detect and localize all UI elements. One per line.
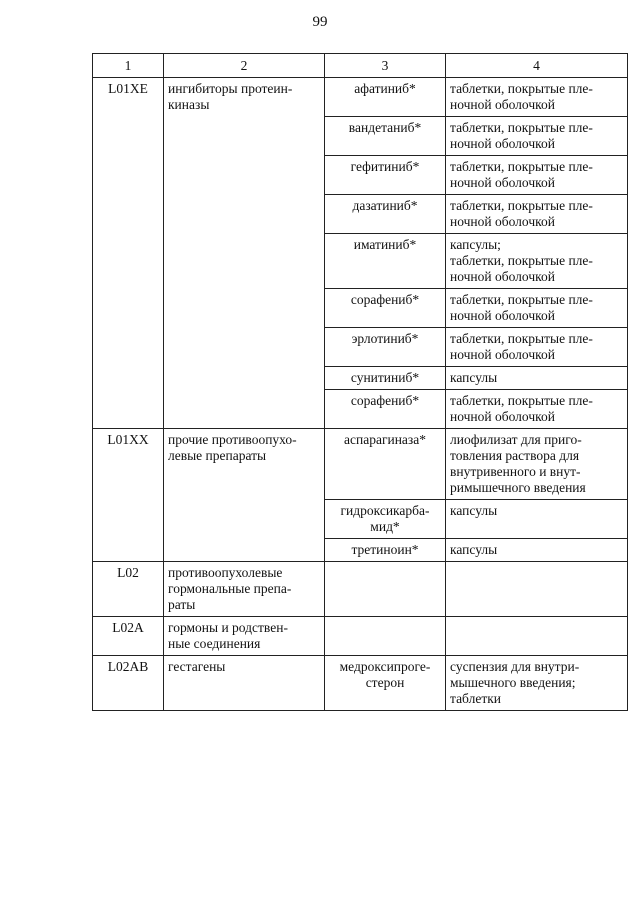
dosage-form-cell: капсулы xyxy=(446,500,628,539)
drug-name-cell: третиноин* xyxy=(325,539,446,562)
table-body xyxy=(93,78,628,711)
group-name-cell: прочие противоопухо- левые препараты xyxy=(164,429,325,562)
table-row xyxy=(93,78,628,117)
dosage-form-cell: таблетки, покрытые пле- ночной оболочкой xyxy=(446,117,628,156)
drug-name-cell: сорафениб* xyxy=(325,289,446,328)
drug-name-cell: вандетаниб* xyxy=(325,117,446,156)
drug-name-cell: афатиниб* xyxy=(325,78,446,117)
drug-name-cell: гефитиниб* xyxy=(325,156,446,195)
table-row xyxy=(93,429,628,500)
drug-name-cell: иматиниб* xyxy=(325,234,446,289)
header-row xyxy=(93,54,628,78)
group-name-cell: гормоны и родствен- ные соединения xyxy=(164,617,325,656)
drug-name-cell: дазатиниб* xyxy=(325,195,446,234)
dosage-form-cell: таблетки, покрытые пле- ночной оболочкой xyxy=(446,156,628,195)
dosage-form-cell: таблетки, покрытые пле- ночной оболочкой xyxy=(446,78,628,117)
drug-name-cell: сорафениб* xyxy=(325,390,446,429)
dosage-form-cell: таблетки, покрытые пле- ночной оболочкой xyxy=(446,390,628,429)
dosage-form-cell: таблетки, покрытые пле- ночной оболочкой xyxy=(446,328,628,367)
column-header-2: 2 xyxy=(164,54,325,78)
drug-name-cell: сунитиниб* xyxy=(325,367,446,390)
group-name-cell: ингибиторы протеин- киназы xyxy=(164,78,325,429)
table-row xyxy=(93,656,628,711)
drug-name-cell: гидроксикарба- мид* xyxy=(325,500,446,539)
drug-table xyxy=(92,53,628,711)
dosage-form-cell: капсулы xyxy=(446,367,628,390)
atc-code-cell: L02AB xyxy=(93,656,164,711)
dosage-form-cell: таблетки, покрытые пле- ночной оболочкой xyxy=(446,289,628,328)
drug-name-cell xyxy=(325,562,446,617)
drug-name-cell: медроксипроге- стерон xyxy=(325,656,446,711)
dosage-form-cell: таблетки, покрытые пле- ночной оболочкой xyxy=(446,195,628,234)
drug-name-cell: аспарагиназа* xyxy=(325,429,446,500)
dosage-form-cell: капсулы; таблетки, покрытые пле- ночной оболочкой xyxy=(446,234,628,289)
column-header-4: 4 xyxy=(446,54,628,78)
column-header-3: 3 xyxy=(325,54,446,78)
drug-name-cell xyxy=(325,617,446,656)
dosage-form-cell xyxy=(446,562,628,617)
atc-code-cell: L02A xyxy=(93,617,164,656)
column-header-1: 1 xyxy=(93,54,164,78)
atc-code-cell: L01XX xyxy=(93,429,164,562)
dosage-form-cell xyxy=(446,617,628,656)
dosage-form-cell: капсулы xyxy=(446,539,628,562)
dosage-form-cell: лиофилизат для приго- товления раствора для внутривенного и внут- римышечного введения xyxy=(446,429,628,500)
table-row xyxy=(93,617,628,656)
drug-name-cell: эрлотиниб* xyxy=(325,328,446,367)
atc-code-cell: L02 xyxy=(93,562,164,617)
page-number: 99 xyxy=(312,14,328,30)
group-name-cell: гестагены xyxy=(164,656,325,711)
atc-code-cell: L01XE xyxy=(93,78,164,429)
group-name-cell: противоопухолевые гормональные препа- раты xyxy=(164,562,325,617)
dosage-form-cell: суспензия для внутри- мышечного введения; таблетки xyxy=(446,656,628,711)
table-row xyxy=(93,562,628,617)
